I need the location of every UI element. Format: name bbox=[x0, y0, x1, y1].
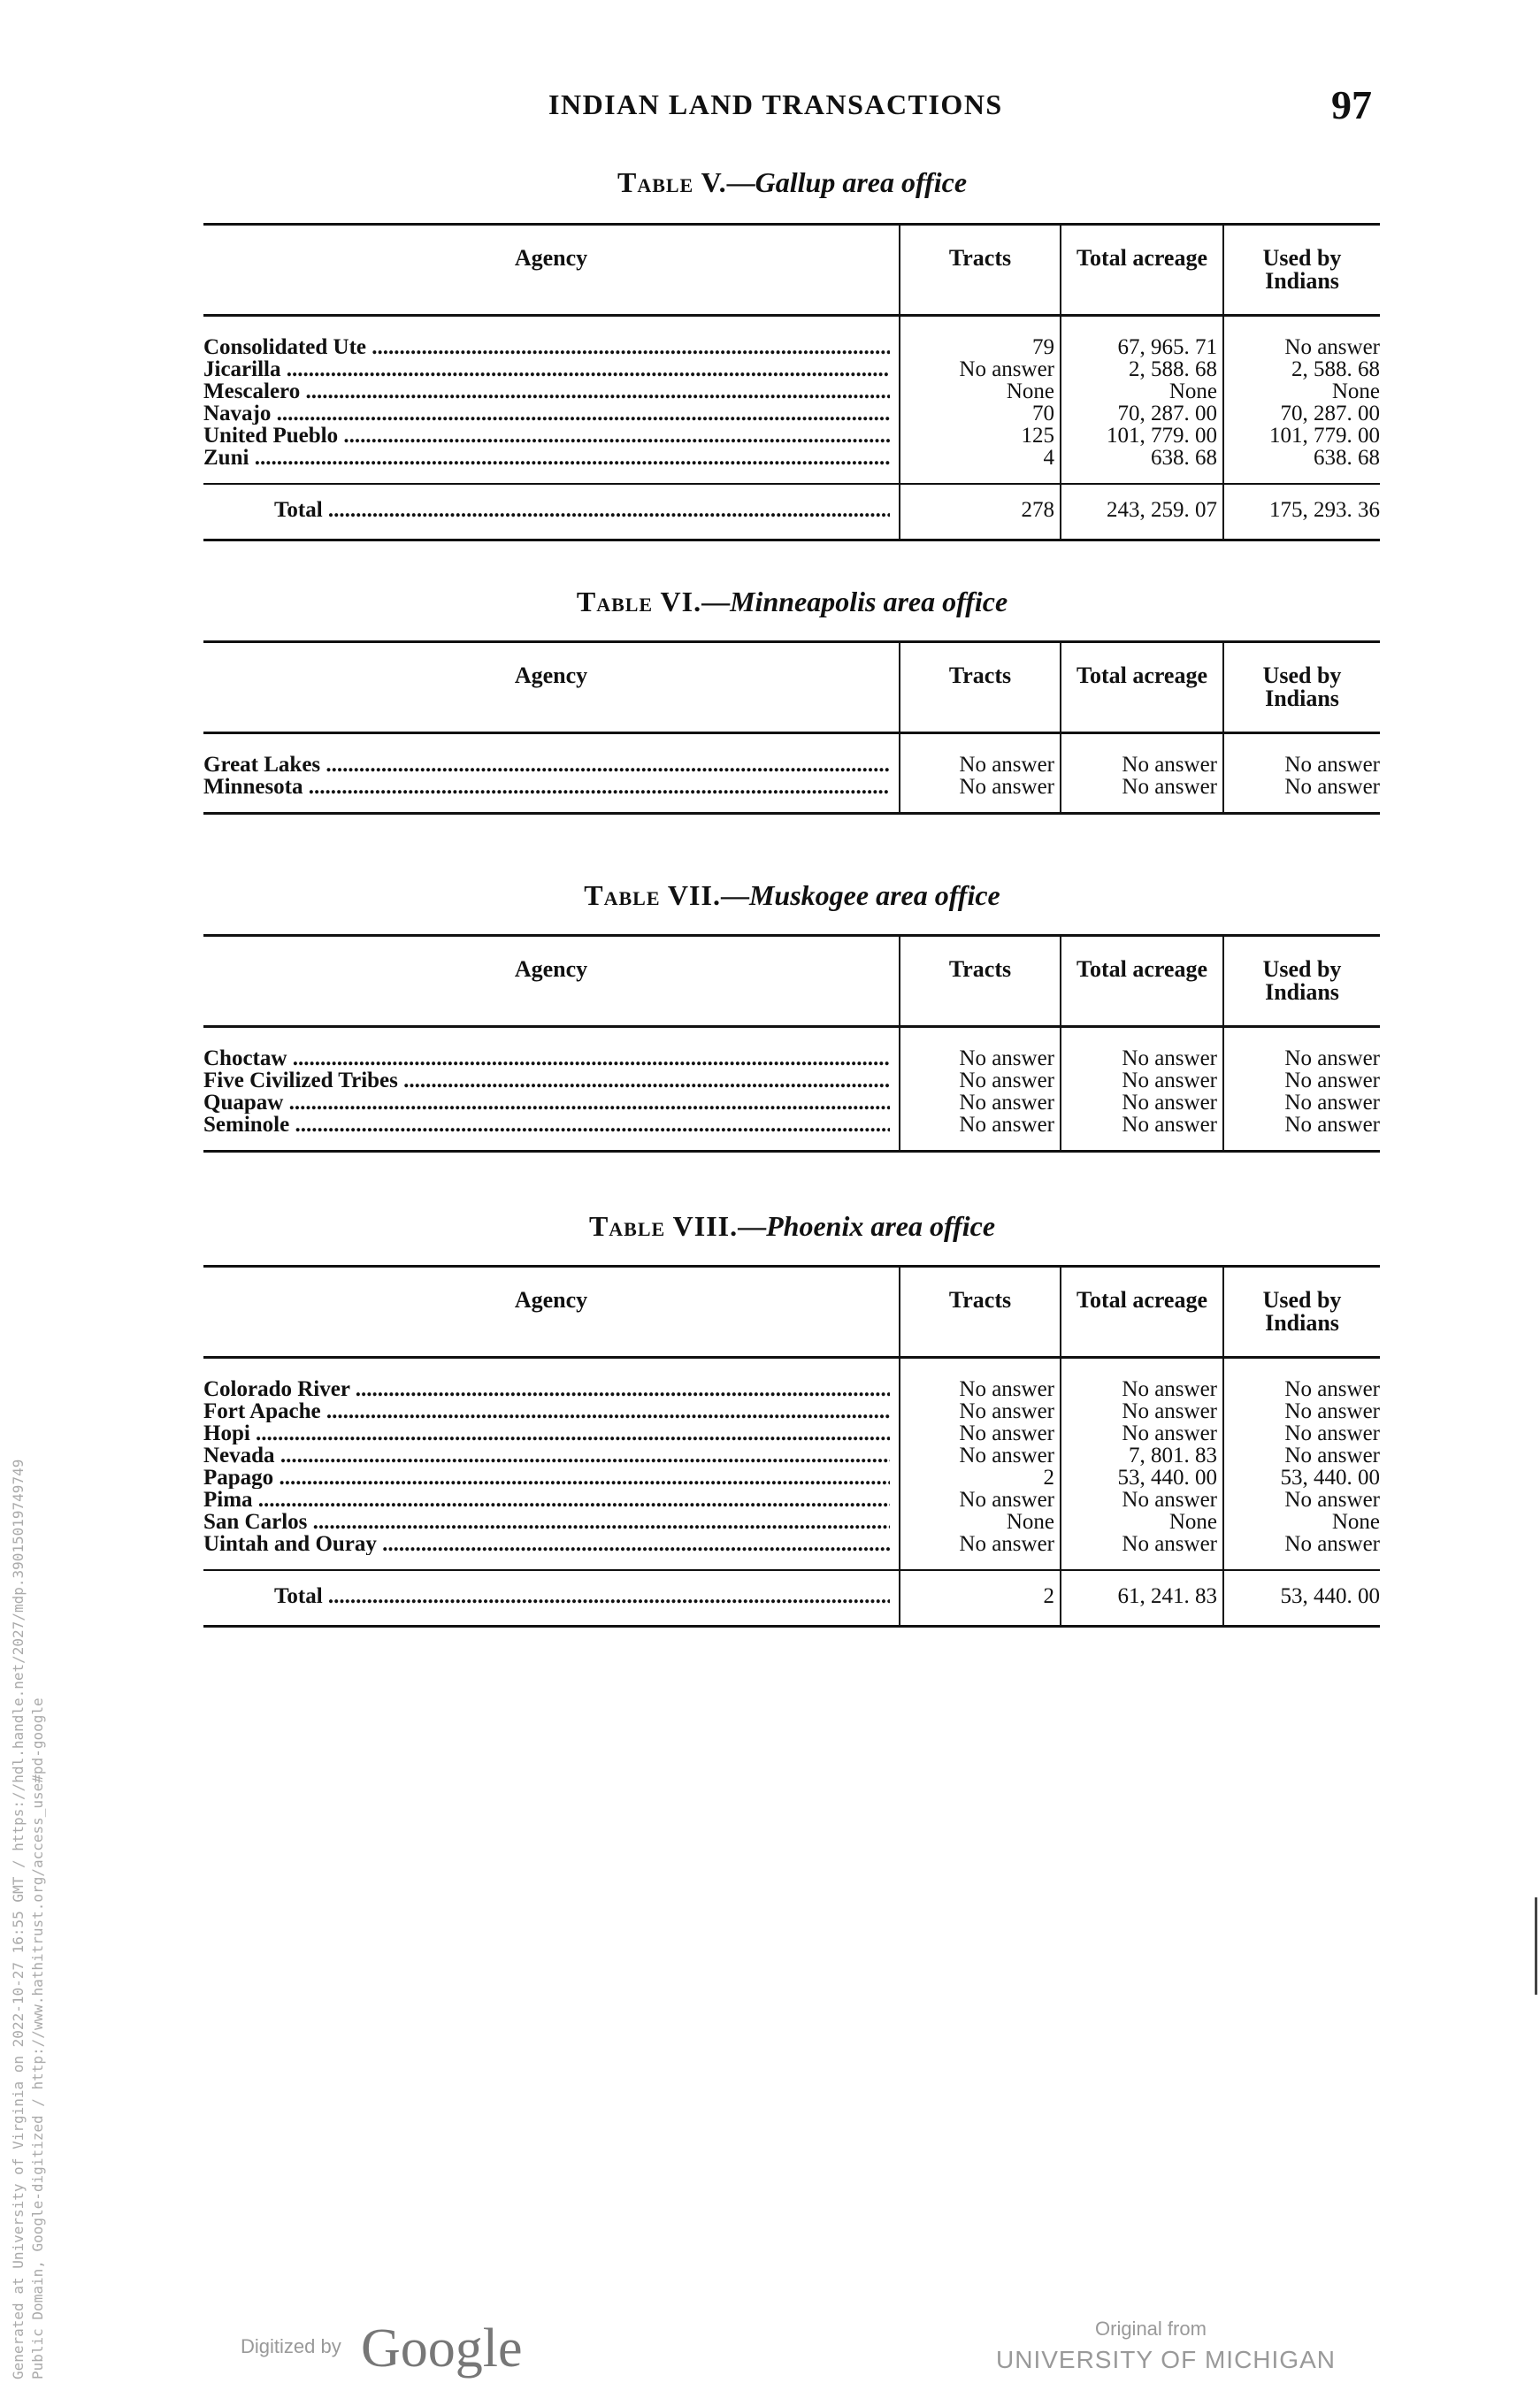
table-row: Minnesota ..... bbox=[203, 776, 890, 798]
cell-tracts: 2 bbox=[1043, 1467, 1054, 1489]
cell-acreage: No answer bbox=[1122, 1533, 1217, 1555]
cell-tracts: No answer bbox=[959, 1489, 1054, 1511]
table-header bbox=[203, 937, 1380, 1028]
cell-tracts: None bbox=[1006, 380, 1054, 402]
col-used: Used by Indians bbox=[1262, 956, 1342, 1005]
table-row: Choctaw ..... bbox=[203, 1047, 890, 1069]
col-tracts: Tracts bbox=[900, 1268, 1061, 1356]
table-body bbox=[203, 1028, 1380, 1150]
table-row: Jicarilla ..... bbox=[203, 358, 890, 380]
table-body bbox=[203, 734, 1380, 812]
page-header-title: INDIAN LAND TRANSACTIONS bbox=[548, 88, 1003, 120]
scan-edge-mark bbox=[1535, 1897, 1537, 1995]
table-row: Quapaw ..... bbox=[203, 1092, 890, 1114]
cell-acreage: 53, 440. 00 bbox=[1117, 1467, 1217, 1489]
col-tracts: Tracts bbox=[900, 226, 1061, 314]
table-row: Seminole ..... bbox=[203, 1114, 890, 1136]
col-tracts: Tracts bbox=[900, 643, 1061, 732]
cell-tracts: No answer bbox=[959, 358, 1054, 380]
table-header bbox=[203, 643, 1380, 734]
cell-used: No answer bbox=[1284, 776, 1380, 798]
cell-tracts: No answer bbox=[959, 1092, 1054, 1114]
table-header bbox=[203, 1268, 1380, 1359]
cell-used: 70, 287. 00 bbox=[1280, 402, 1380, 425]
total-tracts: 2 bbox=[1043, 1585, 1054, 1607]
table-row: Navajo ..... bbox=[203, 402, 890, 425]
provenance-line-1: Generated at University of Virginia on 2022-10-27 16:55 GMT / https://hdl.handle.net/2027/mdp.39015019749749 bbox=[10, 1459, 27, 2379]
table-row: Fort Apache ..... bbox=[203, 1400, 890, 1422]
cell-acreage: No answer bbox=[1122, 1092, 1217, 1114]
table-row: Pima ..... bbox=[203, 1489, 890, 1511]
cell-tracts: No answer bbox=[959, 1444, 1054, 1467]
cell-tracts: 4 bbox=[1043, 447, 1054, 469]
table-v bbox=[203, 223, 1380, 541]
cell-used: No answer bbox=[1284, 754, 1380, 776]
table-row: Papago ..... bbox=[203, 1467, 890, 1489]
cell-tracts: No answer bbox=[959, 754, 1054, 776]
cell-used: No answer bbox=[1284, 1422, 1380, 1444]
table-viii-title: Table VIII.—Phoenix area office bbox=[588, 1210, 996, 1242]
col-acreage: Total acreage bbox=[1061, 937, 1224, 1025]
cell-used: None bbox=[1331, 1511, 1380, 1533]
cell-used: 638. 68 bbox=[1314, 447, 1380, 469]
cell-acreage: No answer bbox=[1122, 1489, 1217, 1511]
cell-tracts: No answer bbox=[959, 1378, 1054, 1400]
table-row: Uintah and Ouray ..... bbox=[203, 1533, 890, 1555]
col-used: Used by Indians bbox=[1262, 1287, 1342, 1336]
cell-acreage: No answer bbox=[1122, 1422, 1217, 1444]
cell-acreage: 7, 801. 83 bbox=[1129, 1444, 1217, 1467]
table-vi bbox=[203, 640, 1380, 815]
cell-used: No answer bbox=[1284, 1489, 1380, 1511]
total-label: Total ..... bbox=[274, 499, 890, 521]
page-number: 97 bbox=[1331, 82, 1372, 127]
cell-tracts: No answer bbox=[959, 1422, 1054, 1444]
table-row: Colorado River ..... bbox=[203, 1378, 890, 1400]
cell-acreage: 638. 68 bbox=[1151, 447, 1217, 469]
cell-tracts: No answer bbox=[959, 1400, 1054, 1422]
table-row: Hopi ..... bbox=[203, 1422, 890, 1444]
cell-acreage: No answer bbox=[1122, 1400, 1217, 1422]
total-acreage: 243, 259. 07 bbox=[1107, 499, 1217, 521]
cell-used: No answer bbox=[1284, 1092, 1380, 1114]
cell-used: 101, 779. 00 bbox=[1269, 425, 1380, 447]
cell-acreage: No answer bbox=[1122, 776, 1217, 798]
cell-used: No answer bbox=[1284, 1114, 1380, 1136]
col-agency: Agency bbox=[203, 226, 900, 314]
table-header bbox=[203, 226, 1380, 317]
cell-acreage: No answer bbox=[1122, 1114, 1217, 1136]
provenance-line-2: Public Domain, Google-digitized / http://www.hathitrust.org/access_use#pd-google bbox=[29, 1697, 46, 2379]
cell-used: No answer bbox=[1284, 1400, 1380, 1422]
cell-acreage: No answer bbox=[1122, 1069, 1217, 1092]
col-used: Used by Indians bbox=[1262, 245, 1342, 294]
cell-used: 2, 588. 68 bbox=[1291, 358, 1380, 380]
table-row: Nevada ..... bbox=[203, 1444, 890, 1467]
cell-acreage: No answer bbox=[1122, 1378, 1217, 1400]
cell-tracts: None bbox=[1006, 1511, 1054, 1533]
total-used: 175, 293. 36 bbox=[1269, 499, 1380, 521]
cell-used: No answer bbox=[1284, 1533, 1380, 1555]
table-body bbox=[203, 1359, 1380, 1569]
cell-used: None bbox=[1331, 380, 1380, 402]
cell-acreage: None bbox=[1168, 380, 1217, 402]
cell-used: No answer bbox=[1284, 1069, 1380, 1092]
total-label: Total ..... bbox=[274, 1585, 890, 1607]
cell-acreage: 2, 588. 68 bbox=[1129, 358, 1217, 380]
col-agency: Agency bbox=[203, 643, 900, 732]
digitized-by-label: Digitized by bbox=[241, 2335, 341, 2357]
cell-used: No answer bbox=[1284, 1444, 1380, 1467]
table-vii-title: Table VII.—Muskogee area office bbox=[584, 879, 1000, 911]
cell-tracts: 70 bbox=[1032, 402, 1054, 425]
cell-acreage: 70, 287. 00 bbox=[1117, 402, 1217, 425]
cell-used: No answer bbox=[1284, 1047, 1380, 1069]
google-logo: Google bbox=[361, 2318, 523, 2379]
total-used: 53, 440. 00 bbox=[1280, 1585, 1380, 1607]
cell-acreage: None bbox=[1168, 1511, 1217, 1533]
col-tracts: Tracts bbox=[900, 937, 1061, 1025]
table-row: San Carlos ..... bbox=[203, 1511, 890, 1533]
table-v-title: Table V.—Gallup area office bbox=[617, 166, 968, 198]
cell-acreage: No answer bbox=[1122, 1047, 1217, 1069]
cell-tracts: 125 bbox=[1021, 425, 1054, 447]
cell-used: 53, 440. 00 bbox=[1280, 1467, 1380, 1489]
col-acreage: Total acreage bbox=[1061, 1268, 1224, 1356]
col-agency: Agency bbox=[203, 1268, 900, 1356]
provenance-note bbox=[9, 1460, 48, 2379]
cell-acreage: 67, 965. 71 bbox=[1117, 336, 1217, 358]
total-tracts: 278 bbox=[1021, 499, 1054, 521]
col-acreage: Total acreage bbox=[1061, 226, 1224, 314]
cell-tracts: No answer bbox=[959, 1114, 1054, 1136]
col-agency: Agency bbox=[203, 937, 900, 1025]
cell-tracts: No answer bbox=[959, 1047, 1054, 1069]
university-label: UNIVERSITY OF MICHIGAN bbox=[996, 2346, 1336, 2373]
cell-tracts: No answer bbox=[959, 776, 1054, 798]
table-row: Five Civilized Tribes ..... bbox=[203, 1069, 890, 1092]
table-vi-title: Table VI.—Minneapolis area office bbox=[576, 586, 1008, 617]
original-from-label: Original from bbox=[1095, 2318, 1207, 2340]
table-row: United Pueblo ..... bbox=[203, 425, 890, 447]
total-row bbox=[203, 1569, 1380, 1625]
col-used: Used by Indians bbox=[1262, 663, 1342, 711]
table-row: Zuni ..... bbox=[203, 447, 890, 469]
cell-tracts: 79 bbox=[1032, 336, 1054, 358]
total-acreage: 61, 241. 83 bbox=[1117, 1585, 1217, 1607]
table-row: Great Lakes ..... bbox=[203, 754, 890, 776]
cell-used: No answer bbox=[1284, 336, 1380, 358]
cell-acreage: No answer bbox=[1122, 754, 1217, 776]
total-row bbox=[203, 483, 1380, 539]
cell-acreage: 101, 779. 00 bbox=[1107, 425, 1217, 447]
cell-tracts: No answer bbox=[959, 1533, 1054, 1555]
table-row: Mescalero ..... bbox=[203, 380, 890, 402]
cell-tracts: No answer bbox=[959, 1069, 1054, 1092]
table-row: Consolidated Ute ..... bbox=[203, 336, 890, 358]
cell-used: No answer bbox=[1284, 1378, 1380, 1400]
table-viii bbox=[203, 1265, 1380, 1628]
col-acreage: Total acreage bbox=[1061, 643, 1224, 732]
table-body bbox=[203, 317, 1380, 483]
table-vii bbox=[203, 934, 1380, 1153]
